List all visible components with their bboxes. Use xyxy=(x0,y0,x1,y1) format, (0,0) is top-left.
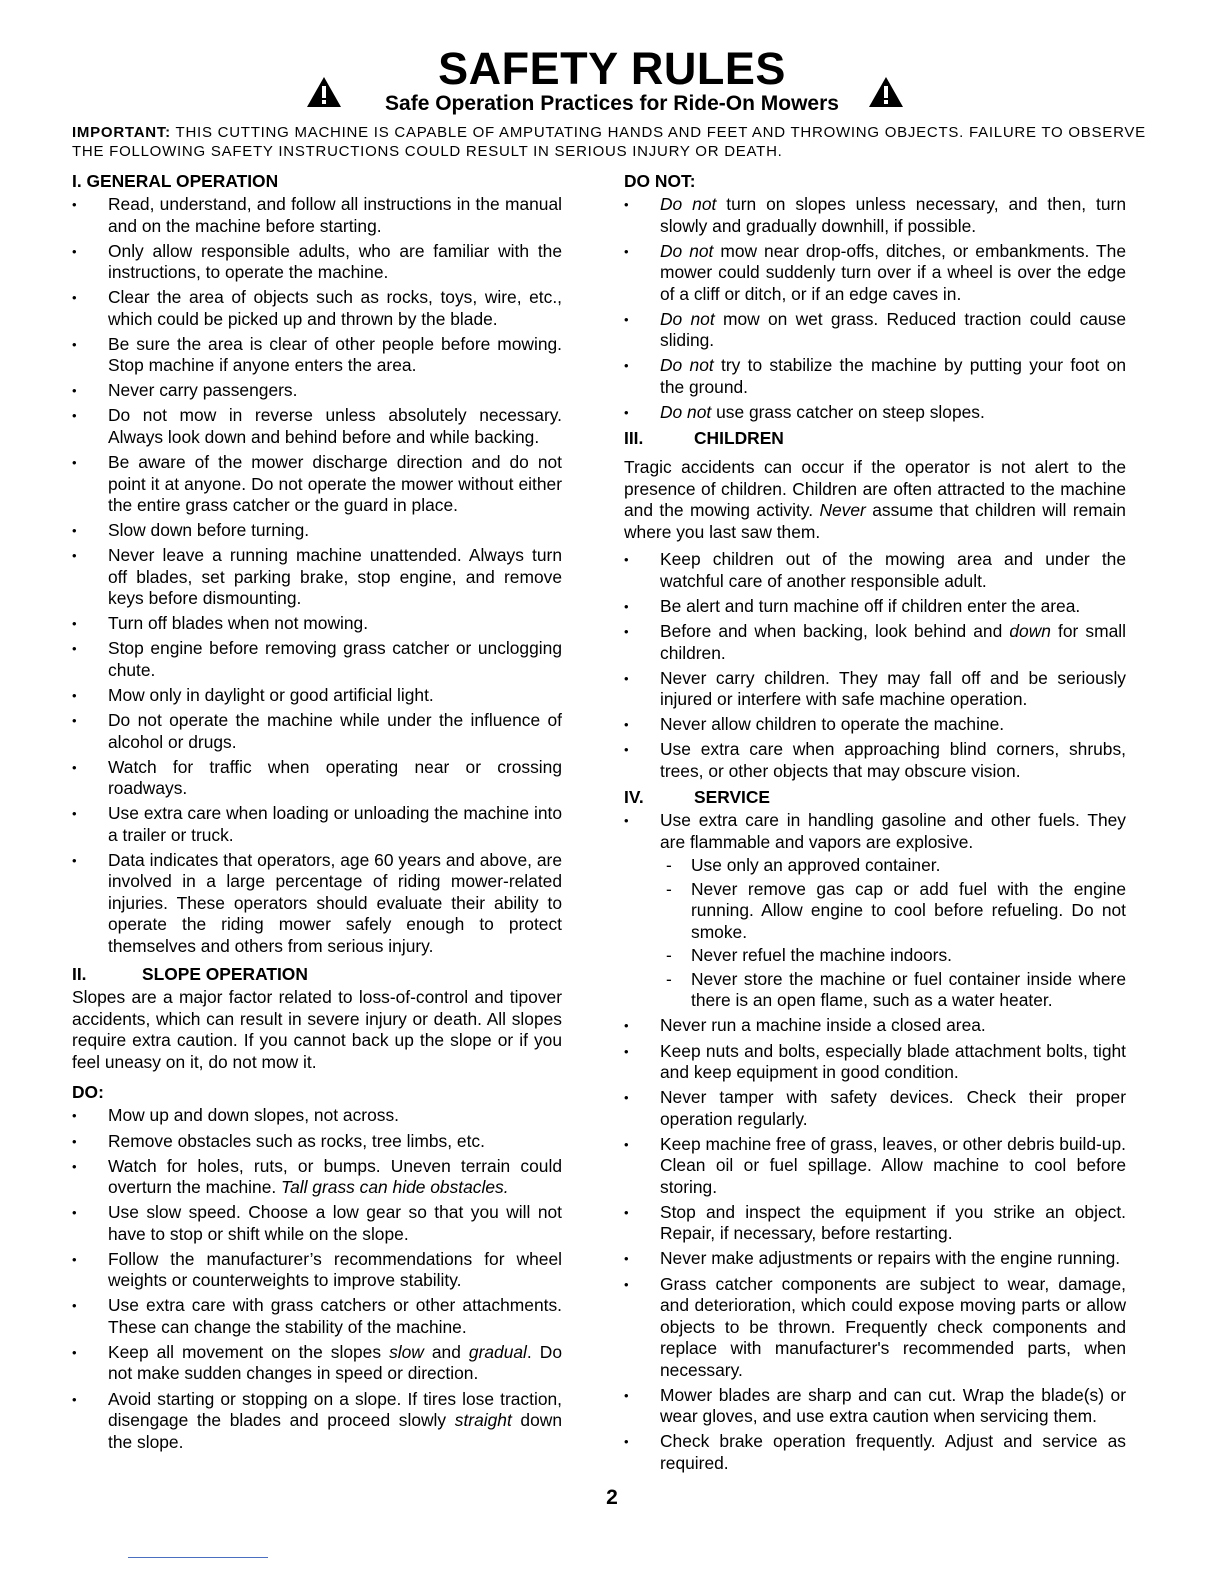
section-number: III. xyxy=(624,428,644,449)
section-title: SLOPE OPERATION xyxy=(142,964,308,985)
list-item: • Mow only in daylight or good artificial light. xyxy=(72,685,562,707)
sub-item: - Never remove gas cap or add fuel with the engine running. Allow engine to cool before refueling. Do not smoke. xyxy=(660,879,1126,944)
list-item: • Stop and inspect the equipment if you strike an object. Repair, if necessary, before restarting. xyxy=(624,1202,1126,1245)
service-list xyxy=(624,810,1126,1474)
list-item: • Be sure the area is clear of other people before mowing. Stop machine if anyone enters the area. xyxy=(72,334,562,377)
list-item: • Never tamper with safety devices. Check their proper operation regularly. xyxy=(624,1087,1126,1130)
list-item: • Grass catcher components are subject to wear, damage, and deterioration, which could expose moving parts or allow objects to be thrown. Frequently check components and replace with manufacturer's recommended parts, when necessary. xyxy=(624,1274,1126,1382)
left-column xyxy=(72,170,562,1457)
section-title: SERVICE xyxy=(694,787,771,808)
section-title: CHILDREN xyxy=(694,428,784,449)
list-item: • Keep nuts and bolts, especially blade attachment bolts, tight and keep equipment in good condition. xyxy=(624,1041,1126,1084)
list-item: • Watch for traffic when operating near or crossing roadways. xyxy=(72,757,562,800)
list-item: • Do not turn on slopes unless necessary, and then, turn slowly and gradually downhill, if possible. xyxy=(624,194,1126,237)
section-number: II. xyxy=(72,964,87,985)
list-item: • Only allow responsible adults, who are familiar with the instructions, to operate the machine. xyxy=(72,241,562,284)
children-list xyxy=(624,549,1126,782)
list-item: • Do not mow near drop-offs, ditches, or embankments. The mower could suddenly turn over if a wheel is over the edge of a cliff or ditch, or if an edge caves in. xyxy=(624,241,1126,306)
list-item: • Do not mow in reverse unless absolutely necessary. Always look down and behind before and while backing. xyxy=(72,405,562,448)
list-item: • Clear the area of objects such as rocks, toys, wire, etc., which could be picked up and thrown by the blade. xyxy=(72,287,562,330)
do-heading: DO: xyxy=(72,1082,104,1103)
list-item: • Watch for holes, ruts, or bumps. Uneven terrain could overturn the machine. Tall grass can hide obstacles. xyxy=(72,1156,562,1199)
important-label: IMPORTANT: xyxy=(72,124,171,141)
list-item: • Keep children out of the mowing area and under the watchful care of another responsible adult. xyxy=(624,549,1126,592)
donot-heading: DO NOT: xyxy=(624,171,696,191)
list-item: • Keep all movement on the slopes slow and gradual. Do not make sudden changes in speed or direction. xyxy=(72,1342,562,1385)
list-item: • Never make adjustments or repairs with the engine running. xyxy=(624,1248,1126,1270)
list-item: • Do not operate the machine while under the influence of alcohol or drugs. xyxy=(72,710,562,753)
important-text: THIS CUTTING MACHINE IS CAPABLE OF AMPUTATING HANDS AND FEET AND THROWING OBJECTS. FAILURE TO OBSERVE THE FOLLOWING SAFETY INSTRUCTIONS COULD RESULT IN SERIOUS INJURY OR DEATH. xyxy=(72,124,1146,160)
list-item: • Be alert and turn machine off if children enter the area. xyxy=(624,596,1126,618)
children-intro: Tragic accidents can occur if the operator is not alert to the presence of children. Children are often attracted to the machine and the mowing activity. Never assume that children will remain where you last saw them. xyxy=(624,457,1126,542)
list-item: • Be aware of the mower discharge direction and do not point it at anyone. Do not operate the mower without either the entire grass catcher or the guard in place. xyxy=(72,452,562,517)
list-item: • Do not use grass catcher on steep slopes. xyxy=(624,402,1126,424)
list-item: • Read, understand, and follow all instructions in the manual and on the machine before starting. xyxy=(72,194,562,237)
list-item: • Use extra care in handling gasoline and other fuels. They are flammable and vapors are explosive. - Use only an approved container. - Never remove gas cap or add fuel with the engine running. Allow engine to cool before refueling. Do not smoke. - Never refuel the machine indoors. - Never store the machine or fuel container inside where there is an open flame, such as a water heater. xyxy=(624,810,1126,1012)
section-slope-heading xyxy=(72,963,562,985)
list-item: • Turn off blades when not mowing. xyxy=(72,613,562,635)
list-item: • Use extra care when approaching blind corners, shrubs, trees, or other objects that may obscure vision. xyxy=(624,739,1126,782)
list-item: • Check brake operation frequently. Adjust and service as required. xyxy=(624,1431,1126,1474)
list-item: • Never carry passengers. xyxy=(72,380,562,402)
page-number: 2 xyxy=(606,1486,618,1509)
list-item: • Data indicates that operators, age 60 years and above, are involved in a large percentage of riding mower-related injuries. These operators should evaluate their ability to operate the riding mower safely enough to protect themselves and others from serious injury. xyxy=(72,850,562,958)
section-general-heading: I. GENERAL OPERATION xyxy=(72,171,279,191)
list-item: • Remove obstacles such as rocks, tree limbs, etc. xyxy=(72,1131,562,1153)
section-number: IV. xyxy=(624,787,644,808)
donot-list xyxy=(624,194,1126,423)
list-item: • Use extra care when loading or unloading the machine into a trailer or truck. xyxy=(72,803,562,846)
sub-item: - Never refuel the machine indoors. xyxy=(660,945,1126,967)
sub-item: - Use only an approved container. xyxy=(660,855,1126,877)
list-item: • Use extra care with grass catchers or other attachments. These can change the stability of the machine. xyxy=(72,1295,562,1338)
list-item: • Never leave a running machine unattended. Always turn off blades, set parking brake, stop engine, and remove keys before dismounting. xyxy=(72,545,562,610)
important-notice xyxy=(72,123,1157,161)
slope-intro: Slopes are a major factor related to loss-of-control and tipover accidents, which can result in severe injury or death. All slopes require extra caution. If you cannot back up the slope or if you feel uneasy on it, do not mow it. xyxy=(72,987,562,1072)
list-item: • Follow the manufacturer’s recommendations for wheel weights or counterweights to improve stability. xyxy=(72,1249,562,1292)
list-item: • Mower blades are sharp and can cut. Wrap the blade(s) or wear gloves, and use extra caution when servicing them. xyxy=(624,1385,1126,1428)
list-item: • Never run a machine inside a closed area. xyxy=(624,1015,1126,1037)
list-item: • Never carry children. They may fall off and be seriously injured or interfere with safe machine operation. xyxy=(624,668,1126,711)
list-item: • Do not mow on wet grass. Reduced traction could cause sliding. xyxy=(624,309,1126,352)
page-subtitle: Safe Operation Practices for Ride-On Mowers xyxy=(385,92,839,115)
list-item: • Avoid starting or stopping on a slope. If tires lose traction, disengage the blades and proceed slowly straight down the slope. xyxy=(72,1389,562,1454)
list-item: • Do not try to stabilize the machine by putting your foot on the ground. xyxy=(624,355,1126,398)
page-title: SAFETY RULES xyxy=(438,43,786,94)
right-column xyxy=(624,170,1126,1478)
list-item: • Never allow children to operate the machine. xyxy=(624,714,1126,736)
list-item: • Mow up and down slopes, not across. xyxy=(72,1105,562,1127)
list-item: • Before and when backing, look behind and down for small children. xyxy=(624,621,1126,664)
list-item: • Stop engine before removing grass catcher or unclogging chute. xyxy=(72,638,562,681)
sub-item: - Never store the machine or fuel container inside where there is an open flame, such as a water heater. xyxy=(660,969,1126,1012)
footer-divider xyxy=(128,1557,268,1558)
section-children-heading xyxy=(624,427,1126,449)
list-item: • Use slow speed. Choose a low gear so that you will not have to stop or shift while on the slope. xyxy=(72,1202,562,1245)
do-list xyxy=(72,1105,562,1453)
general-list xyxy=(72,194,562,957)
section-service-heading xyxy=(624,786,1126,808)
list-item: • Slow down before turning. xyxy=(72,520,562,542)
list-item: • Keep machine free of grass, leaves, or other debris build-up. Clean oil or fuel spillage. Allow machine to cool before storing. xyxy=(624,1134,1126,1199)
fuel-sublist xyxy=(660,855,1126,1012)
